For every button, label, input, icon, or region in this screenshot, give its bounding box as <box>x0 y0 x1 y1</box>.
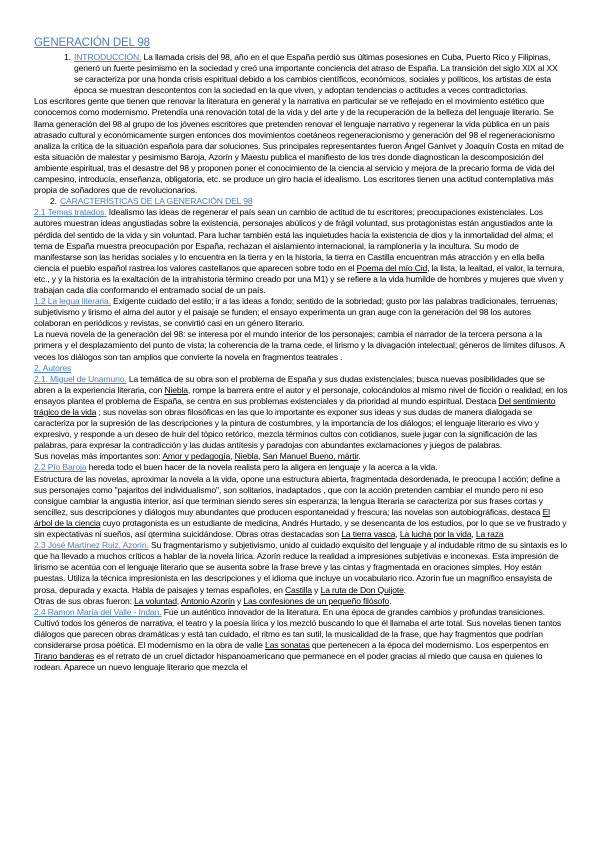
work-title: La lucha por la vida <box>399 529 472 540</box>
valle-heading: 2.4 Ramon María del Valle - Indan. <box>34 606 162 617</box>
work-title: Las confesiones de un pequeño filósofo <box>243 595 390 606</box>
azorin-dot: . <box>403 584 406 595</box>
azorin-text-a: Su fragmentarismo y subjetivismo, unido al cuidado exquisito del lenguaje y al indudable ritmo de su sintaxis es lo que ha llevado a muchos críticos a hablar de la novela lírica. Azorín reduce la realidad a impresiones subjetivas e inconexas. Esta impresión de lirismo se acentúa con el lenguaje literario que se ausenta sobre la frase breve y las cintas y fragmentada en oraciones simples. Hoy están puestas. Utiliza la técnica impresionista en las descripciones y el idioma que incluye un vocabulario rico. Azorín fue un magnífico ensayista de prosa, depurada y exacta. Habla de paisajes y temas españoles, en <box>34 540 568 595</box>
arbol-link: El árbol de la ciencia <box>34 506 550 528</box>
work-title: La raza <box>475 529 504 540</box>
poema-cid-link: Poema del mío Cid <box>356 262 428 273</box>
intro-paragraph <box>34 52 568 96</box>
sonatas-link: Las sonatas <box>264 639 310 650</box>
work-title: Amor y pedagogía <box>162 451 231 462</box>
unamuno-heading: 2.1. Miguel de Unamuno. <box>34 373 127 384</box>
azorin-heading: 2.3 José Martínez Ruiz, Azorín. <box>34 540 149 551</box>
paragraph-unamuno <box>34 374 568 452</box>
paragraph-valle <box>34 607 568 674</box>
work-title: Niebla <box>234 451 259 462</box>
paragraph-modernismo: Los escritores gente que tienen que renovar la literatura en general y la narrativa en particular se ve reflejado en el movimiento estético que conocemos como modernismo. Pretendía una renovación total de la vida y del arte y de la recuperación de la belleza del lenguaje literario. Se llama generación del 98 al grupo de los jóvenes escritores que pretenden renovar el lenguaje narrativo y regenerar la vida pública en un país atrasado cultural y económicamente surgen entonces dos movimientos coetáneos regeneracionismo y generación del 98 el regeneracionismo analiza la crítica de la situación española para dar soluciones. Sus principales representantes fueron Ángel Ganivet y Joaquín Costa en mitad de esta situación de malestar y pesimismo Baroja, Azorín y Maestu publica el manifiesto de los tres donde diagnostican la descomposición del ambiente espiritual, tras el desastre del 98 y proponen poner el conocimiento de la ciencia al servicio y mejora de la precario forma de vida del campesino, introducía, enseñanza, obligatoria, etc. se produce un giro hacia el idealismo. Los escritores tienen una actitud contemplativa más propia de soñadores que de revolucionarios. <box>34 96 564 196</box>
document-page <box>34 36 568 673</box>
azorin-works: Otras de sus obras fueron: La voluntad, Antonio Azorín y Las confesiones de un pequeño filósofo. <box>34 595 392 606</box>
baroja-text-b: Estructura de las novelas, aproximar la novela a la vida, opone una estructura abierta, fragmentada desordenada, le preocupa l acción; define a sus personajes como "pajaritos del individualismo", son solitarios, inadaptados , que con la acción pretenden cambiar el mundo pero ni eso consigue cambiar la angustia interior, así que terminan siendo seres sin esperanza; la lengua literaria se caracteriza por sus frases cortas y sencillez, sus descripciones y diálogos muy abundantes que producen espontaneidad y frescura; las novelas son autobiográficas, destaca <box>34 473 561 517</box>
intro-number: 1. <box>64 52 71 62</box>
intro-text: La llamada crisis del 98, año en el que España perdió sus últimas posesiones en Cuba, Puerto Rico y Filipinas, generó un fuerte pesimismo en la sociedad y creó una importante conciencia del atraso de España. La transición del siglo XIX al XX se caracteriza por una honda crisis espiritual debido a los cambios científicos, económicos, sociales y políticos, los artistas de esta época se muestran descontentos con la sociedad en la que viven, y adoptan tendencias o actitudes a veces contradictorias. <box>74 52 558 96</box>
azorin-and: y <box>311 584 321 595</box>
paragraph-baroja <box>34 462 568 473</box>
baroja-text-c: cuyo protagonista es un estudiante de medicina, Andrés Hurtado, y se desencanta de los estudios, por lo que se ve frustrado y sin expectativas ni sueños, así qtermina suicidándose. Obras otras destacadas son <box>34 517 567 540</box>
work-title: La voluntad <box>134 595 177 606</box>
temas-text-b: , la lista, la lealtad, el valor, la ternura, etc., y y la historia es la exaltación de la intrahistoria término creado por una M1) y se refiere a la vida humilde de hombres y mujeres que viven y trabajan cada día conformando el entramado social de un país. <box>34 262 565 295</box>
baroja-heading: 2.2 Pío Baroja <box>34 462 87 473</box>
temas-text-a: Idealismo las ideas de regenerar el país sean un cambio de actitud de tu escritores; preocupaciones existenciales. Los autores muestran ideas angustiadas sobre la existencia, personajes abúlicos y de frágil voluntad, sus protagonistas están angustiados ante la pérdida del sentido de la vida y sin voluntad. Para luchar también está las inquietudes hacia la existencia de dios y la inmortalidad del alma; el tema de España muestra preocupación por España, rechazan el aislamiento internacional, la ramplonería y la incultura. Su modo de manifestarse son las heridas sociales y lo encuentra en la tierra y en la historia, la tierra en Castilla encuentran más atracción y en ella bella ciencia el pueblo español rastrea los valores castellanos que aparecen sobre todo en el <box>34 207 553 273</box>
azorin-works-intro: Otras de sus obras fueron: <box>34 595 135 606</box>
section-2-title: CARACTERÍSTICAS DE LA GENERACIÓN DEL 98 <box>60 196 253 207</box>
unamuno-works: Sus novelas más importantes son: Amor y pedagogía, Niebla, San Manuel Bueno, mártir. <box>34 451 361 462</box>
niebla-link: Niebla <box>164 384 188 395</box>
unamuno-works-intro: Sus novelas más importantes son: <box>34 451 163 462</box>
lengua-heading: 1.2 La legua literaria. <box>34 296 111 307</box>
unamuno-text-b: , rompe la barrera entre el autor y el personaje, colocándolos al mismo nivel de ficción o realidad; en los ensayos plantea el problema de España, se centra en sus problemas existenciales y da prioridad al mundo espiritual. Destaca <box>34 384 568 406</box>
valle-text-b: que pertenecen a la época del modernismo. Los esperpentos en <box>309 639 549 650</box>
lengua-text: Exigente cuidado del estilo; ir a las ideas a fondo; sentido de la sobriedad; gusto por las palabras tradicionales, terruenas; subjetivismo y lirismo el alma del autor y el paisaje se funden; el ensayo experimenta un gran auge con la generación del 98 los autores colaboran en periódicos y revistas, se convirtió casi en un género literario. <box>34 296 558 329</box>
work-title: Antonio Azorín <box>180 595 235 606</box>
tirano-link: Tirano banderas <box>34 651 95 662</box>
section-2-heading <box>34 196 568 207</box>
temas-heading: 2.1 Temas tratados. <box>34 207 107 218</box>
work-title: La tierra vasca <box>341 529 396 540</box>
sentimiento-link: Del sentimiento trágico de la vida <box>34 395 556 417</box>
castilla-link: Castilla <box>284 584 312 595</box>
valle-text-c: es el retrato de un cruel dictador hispanoamericano que permanece en el poder gracias al miedo que causa en quienes lo rodean. Aparece un nuevo lenguaje literario que mezcla el <box>34 651 543 673</box>
autores-heading: 2. Autores <box>34 362 72 373</box>
paragraph-azorin <box>34 540 568 595</box>
paragraph-temas <box>34 207 568 296</box>
valle-text-a: Fue un auténtico innovador de la literatura. En una época de grandes cambios y profundas transiciones. Cultivó todos los géneros de narrativa, el teatro y la poesía lírica y los mezcló buscando lo que él llamaba el arte total. Sus novelas tienen tantos diálogos que parecen obras dramáticas y está tan cuidado, el ritmo es tan sutil, la musicalidad de la frase, que hay fragmentos que podrían considerarse prosa poética. El modernismo en la obra de valle <box>34 606 562 650</box>
paragraph-baroja-2: Estructura de las novelas, aproximar la novela a la vida, opone una estructura abierta, fragmentada desordenada, le preocupa l acción; define a sus personajes como "pajaritos del individualismo", son solitarios, inadaptados , que con la acción pretenden cambiar el mundo pero ni eso consigue cambiar la angustia interior, así que terminan siendo seres sin esperanza; la lengua literaria se caracteriza por sus frases cortas y sencillez, sus descripciones y diálogos muy abundantes que producen espontaneidad y frescura; las novelas son autobiográficas, destaca El árbol de la ciencia cuyo protagonista es un estudiante de medicina, Andrés Hurtado, y se desencanta de los estudios, por lo que se ve frustrado y sin expectativas ni sueños, así qtermina suicidándose. Obras otras destacadas son La tierra vasca, La lucha por la vida, La raza <box>34 473 567 540</box>
unamuno-text-c: ; sus novelas son obras filosóficas en las que lo importante es exponer sus ideas y sus dudas de manera dialogada se caracteriza por la supresión de las descripciones y la pintura de costumbres, y la importancia de los diálogos; el lenguaje literario es vivo y expresivo, y responde a un deseo de huir del tópico retórico, mezcla términos cultos con cotidianos, suele jugar con la significación de las palabras, para expresar la contradicción y las dudas antítesis y paradojas con abundantes exclamaciones y juegos de palabras. <box>34 407 539 451</box>
baroja-text-a: hereda todo el buen hacer de la novela realista pero la aligera en lenguaje y la acerca a la vida. <box>86 462 438 473</box>
paragraph-lengua <box>34 296 568 329</box>
unamuno-text-a: La temática de su obra son el problema de España y sus dudas existenciales; busca nuevas posibilidades que se abren a la experiencia literaria, con <box>34 373 545 395</box>
work-title: San Manuel Bueno, mártir <box>262 451 359 462</box>
document-title: GENERACIÓN DEL 98 <box>34 37 150 49</box>
intro-heading: INTRODUCCIÓN. <box>74 52 142 62</box>
section-2-number: 2. <box>50 196 57 207</box>
ruta-quijote-link: La ruta de Don Quijote <box>320 584 404 595</box>
paragraph-novela: La nueva novela de la generación del 98: se interesa por el mundo interior de los personajes; cambia el narrador de la tercera persona a la primera y el desplazamiento del punto de vista; la coherencia de la trama cede, el lirismo y la divagación intelectual; géneros de límites difusos. A veces los diálogos son tan amplios que convierte la novela en fragmentos teatrales . <box>34 329 565 362</box>
